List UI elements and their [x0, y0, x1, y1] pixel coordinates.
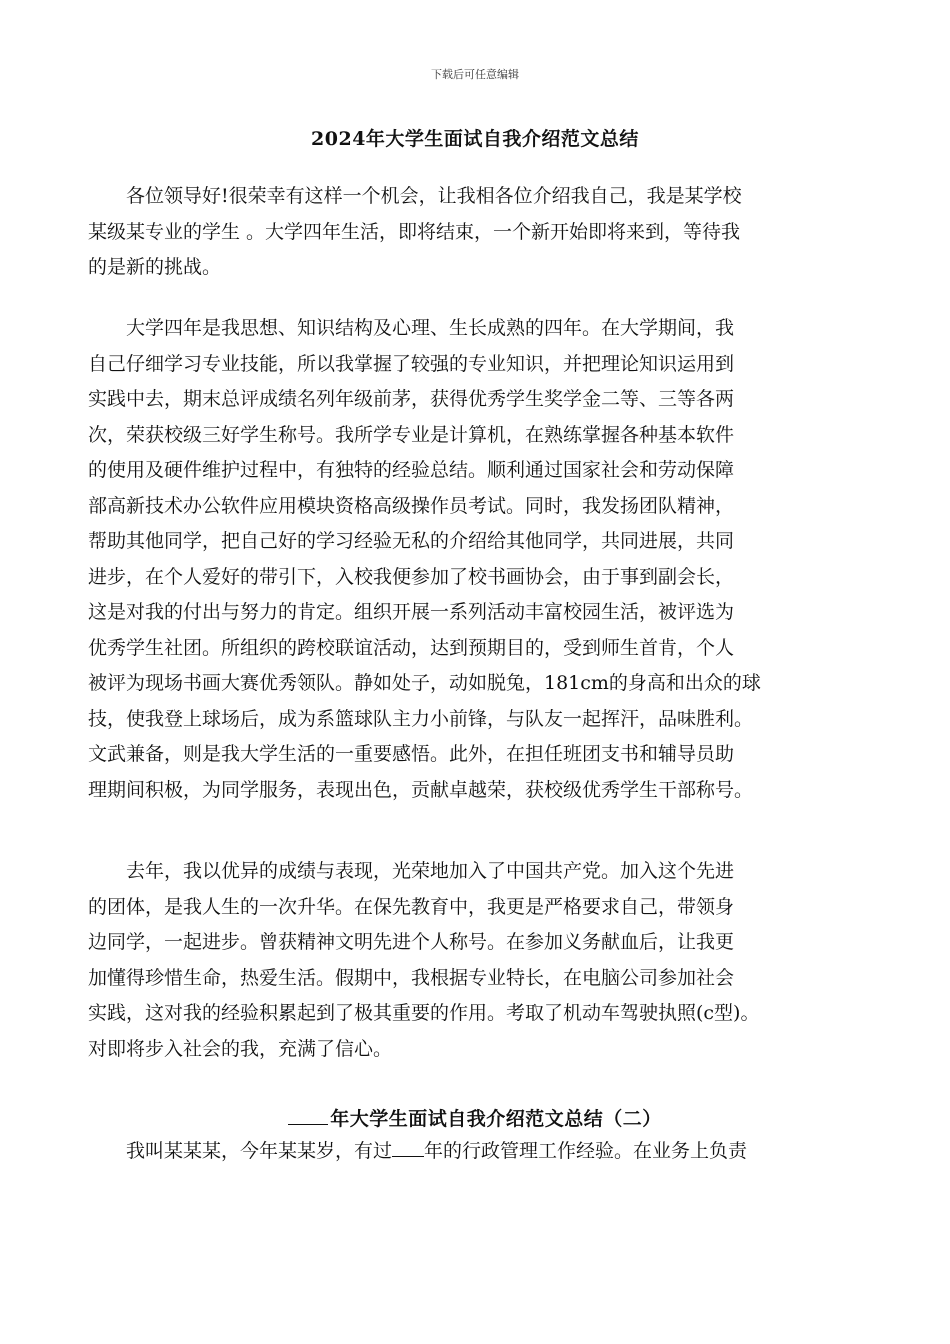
document-title: 2024年大学生面试自我介绍范文总结	[311, 128, 639, 150]
text-line: 实践中去，期末总评成绩名列年级前茅，获得优秀学生奖学金二等、三等各两	[88, 388, 735, 410]
text-line: 技，使我登上球场后，成为系篮球队主力小前锋，与队友一起挥汗，品味胜利。	[88, 707, 754, 730]
fill-blank	[288, 1106, 328, 1125]
text-line: 的团体，是我人生的一次升华。在保先教育中，我更是严格要求自己，带领身	[88, 895, 735, 918]
text-segment: 年的行政管理工作经验。在业务上负责	[424, 1140, 748, 1162]
paragraph-1	[88, 179, 863, 286]
text-line: 自己仔细学习专业技能，所以我掌握了较强的专业知识，并把理论知识运用到	[88, 352, 735, 375]
text-line: 边同学，一起进步。曾获精神文明先进个人称号。在参加义务献血后，让我更	[88, 931, 735, 953]
fill-blank	[392, 1140, 424, 1157]
text-line: 优秀学生社团。所组织的跨校联谊活动，达到预期目的，受到师生首肯，个人	[88, 636, 735, 659]
page-header-note: 下载后可任意编辑	[431, 68, 519, 81]
section-title	[0, 1104, 950, 1131]
text-line: 这是对我的付出与努力的肯定。组织开展一系列活动丰富校园生活，被评选为	[88, 601, 735, 623]
text-line: 对即将步入社会的我，充满了信心。	[88, 1037, 393, 1060]
text-segment: 我叫某某某，今年某某岁，有过	[88, 1140, 393, 1162]
section-title-text: 年大学生面试自我介绍范文总结（二）	[330, 1108, 662, 1130]
text-line: 次，荣获校级三好学生称号。我所学专业是计算机，在熟练掌握各种基本软件	[88, 423, 735, 446]
text-line: 部高新技术办公软件应用模块资格高级操作员考试。同时，我发扬团队精神，	[88, 494, 735, 517]
text-line: 大学四年是我思想、知识结构及心理、生长成熟的四年。在大学期间，我	[88, 317, 735, 339]
text-line: 帮助其他同学，把自己好的学习经验无私的介绍给其他同学，共同进展，共同	[88, 530, 735, 552]
text-line: 文武兼备，则是我大学生活的一重要感悟。此外，在担任班团支书和辅导员助	[88, 743, 735, 765]
text-line: 的使用及硬件维护过程中，有独特的经验总结。顺利通过国家社会和劳动保障	[88, 459, 735, 481]
text-line: 的是新的挑战。	[88, 256, 222, 278]
text-line: 实践，这对我的经验积累起到了极其重要的作用。考取了机动车驾驶执照(c型)。	[88, 1002, 760, 1024]
paragraph-2	[88, 311, 863, 808]
text-line: 各位领导好!很荣幸有这样一个机会，让我相各位介绍我自己，我是某学校	[88, 185, 742, 207]
text-line: 理期间积极，为同学服务，表现出色，贡献卓越荣，获校级优秀学生干部称号。	[88, 778, 754, 801]
text-line: 被评为现场书画大赛优秀领队。静如处子，动如脱兔，181cm的身高和出众的球	[88, 672, 761, 694]
paragraph-3	[88, 854, 863, 1067]
text-line: 进步，在个人爱好的带引下，入校我便参加了校书画协会，由于事到副会长，	[88, 565, 735, 588]
text-line: 加懂得珍惜生命，热爱生活。假期中，我根据专业特长，在电脑公司参加社会	[88, 966, 735, 989]
text-line	[88, 1134, 863, 1170]
text-line: 某级某专业的学生 。大学四年生活，即将结束，一个新开始即将来到，等待我	[88, 220, 741, 243]
text-line: 去年，我以优异的成绩与表现，光荣地加入了中国共产党。加入这个先进	[88, 860, 735, 882]
paragraph-4	[88, 1134, 863, 1170]
